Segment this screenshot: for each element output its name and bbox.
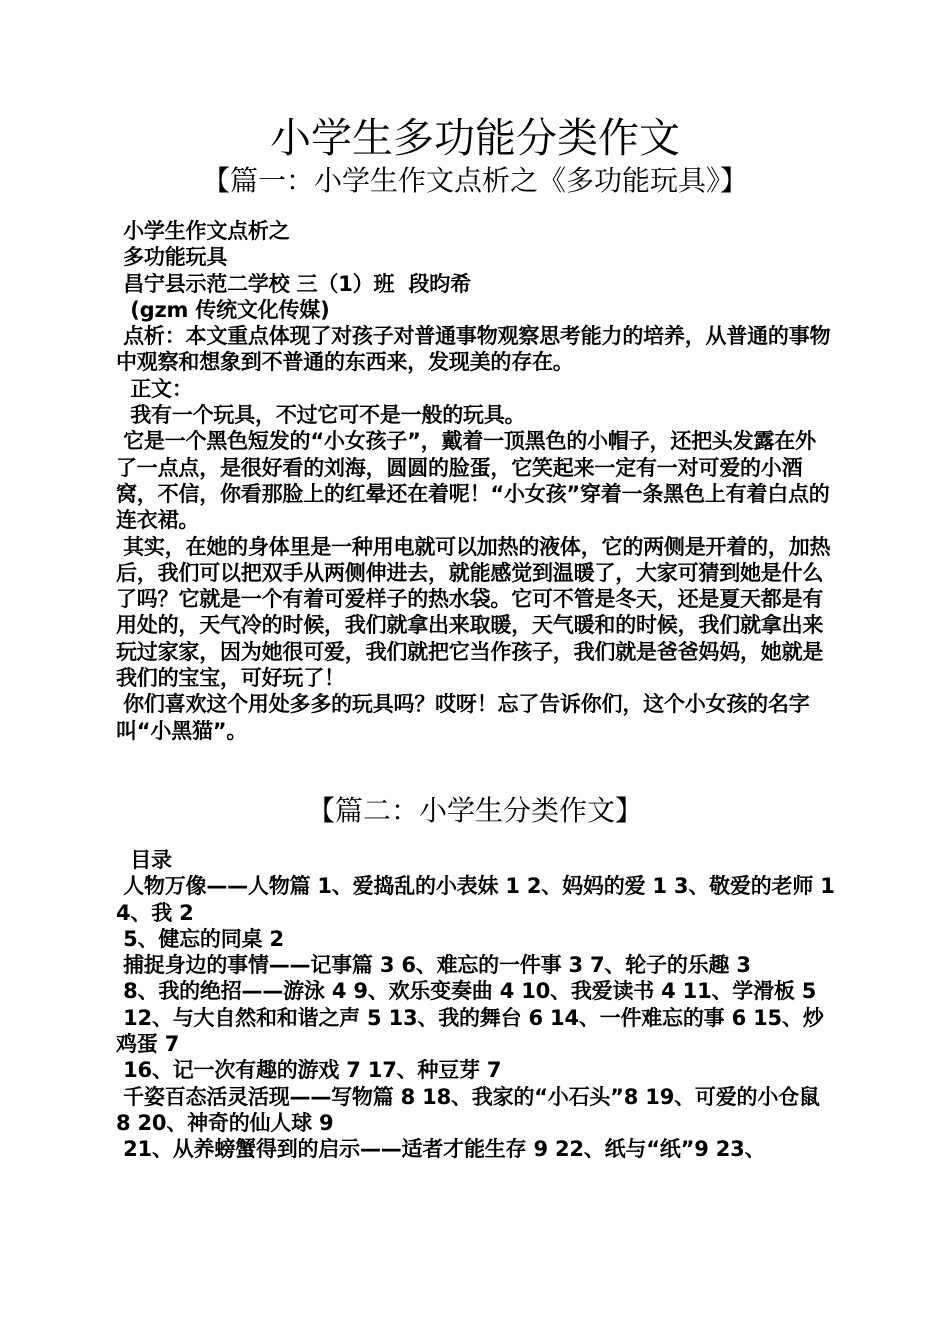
toc-line: 千姿百态活灵活现——写物篇 8 18、我家的“小石头”8 19、可爱的小仓鼠 8 20、神奇的仙人球 9: [116, 1084, 827, 1135]
toc-line: 8、我的绝招——游泳 4 9、欢乐变奏曲 4 10、我爱读书 4 11、学滑板 5: [116, 979, 817, 1004]
body-line: 小学生作文点析之: [116, 219, 290, 243]
toc-title: 目录: [116, 848, 172, 872]
body-line: 多功能玩具: [116, 245, 228, 270]
section-two-heading: 【篇二：小学生分类作文】: [306, 794, 643, 827]
body-paragraph: 你们喜欢这个用处多多的玩具吗？哎呀！忘了告诉你们，这个小女孩的名字叫“小黑猫”。: [116, 692, 810, 743]
body-paragraph: 我有一个玩具，不过它可不是一般的玩具。: [116, 403, 526, 428]
body-paragraph: 它是一个黑色短发的“小女孩子”，戴着一顶黑色的小帽子，还把头发露在外了一点点，是很好看的刘海，圆圆的脸蛋，它笑起来一定有一对可爱的小酒窝，不信，你看那脸上的红晕还在着呢！“小女孩”穿着一条黑色上有着白点的连衣裙。: [116, 429, 830, 533]
document-title: 小学生多功能分类作文: [270, 114, 680, 162]
toc-line: 16、记一次有趣的游戏 7 17、种豆芽 7: [116, 1058, 502, 1083]
toc-line: 捕捉身边的事情——记事篇 3 6、难忘的一件事 3 7、轮子的乐趣 3: [116, 953, 751, 978]
section-one-body: [116, 218, 836, 744]
table-of-contents: [116, 847, 842, 1163]
section-one-heading: 【篇一：小学生作文点析之《多功能玩具》】: [201, 164, 748, 197]
analysis-paragraph: 点析：本文重点体现了对孩子对普通事物观察思考能力的培养，从普通的事物中观察和想象到不普通的东西来，发现美的存在。: [116, 324, 831, 375]
body-line: (gzm 传统文化传媒): [116, 297, 330, 322]
toc-line: 21、从养螃蟹得到的启示——适者才能生存 9 22、纸与“纸”9 23、: [116, 1137, 766, 1162]
body-paragraph: 其实，在她的身体里是一种用电就可以加热的液体，它的两侧是开着的，加热后，我们可以把双手从两侧伸进去，就能感觉到温暖了，大家可猜到她是什么了吗？它就是一个有着可爱样子的热水袋。它可不管是冬天，还是夏天都是有用处的，天气冷的时候，我们就拿出来取暖，天气暖和的时候，我们就拿出来玩过家家，因为她很可爱，我们就把它当作孩子，我们就是爸爸妈妈，她就是我们的宝宝，可好玩了！: [116, 534, 831, 691]
toc-line: 12、与大自然和和谐之声 5 13、我的舞台 6 14、一件难忘的事 6 15、炒鸡蛋 7: [116, 1005, 824, 1057]
toc-line: 人物万像——人物篇 1、爱捣乱的小表妹 1 2、妈妈的爱 1 3、敬爱的老师 1 4、我 2: [116, 874, 842, 925]
body-line: 正文：: [116, 376, 193, 401]
body-line: 昌宁县示范二学校 三（1）班 段昀希: [116, 271, 471, 296]
toc-line: 5、健忘的同桌 2: [116, 926, 284, 951]
